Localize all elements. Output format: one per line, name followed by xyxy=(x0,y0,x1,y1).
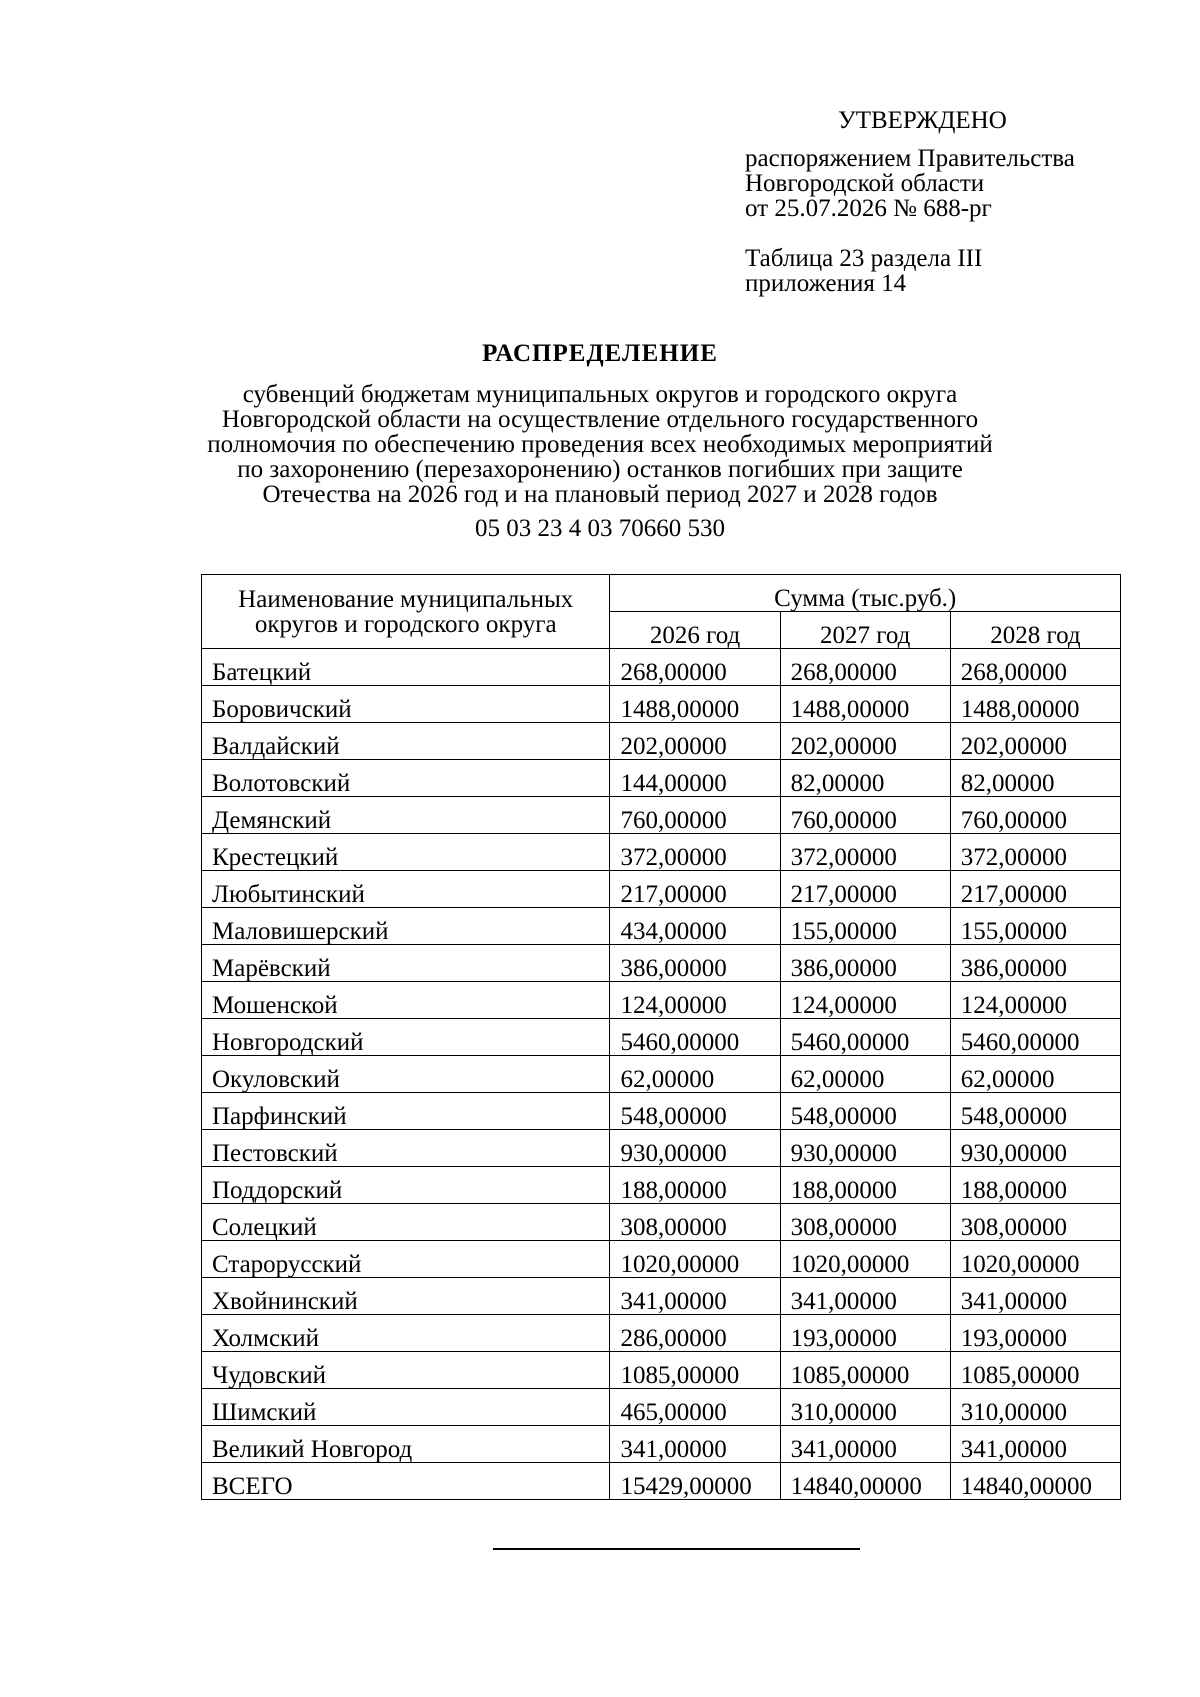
municipality-column-header xyxy=(202,575,610,649)
header-line: округов и городского округа xyxy=(254,610,557,638)
value-2026-cell: 341,00000 xyxy=(610,1426,780,1463)
value-2027-cell: 372,00000 xyxy=(780,834,950,871)
document-subtitle xyxy=(180,382,1020,507)
table-row xyxy=(202,945,1121,982)
municipality-cell: Батецкий xyxy=(202,649,610,686)
closing-rule xyxy=(493,1548,860,1550)
municipality-cell: Хвойнинский xyxy=(202,1278,610,1315)
year-header-2027: 2027 год xyxy=(780,612,950,649)
sum-column-header: Сумма (тыс.руб.) xyxy=(610,575,1121,612)
subtitle-line: Новгородской области на осуществление отдельного государственного xyxy=(221,406,979,433)
header-line: Наименование муниципальных xyxy=(238,585,574,613)
value-2026-cell: 124,00000 xyxy=(610,982,780,1019)
value-2028-cell: 341,00000 xyxy=(950,1278,1120,1315)
table-row xyxy=(202,1241,1121,1278)
approval-block xyxy=(745,108,1175,296)
value-2027-cell: 1020,00000 xyxy=(780,1241,950,1278)
table-row xyxy=(202,1093,1121,1130)
municipality-cell: Великий Новгород xyxy=(202,1426,610,1463)
table-row xyxy=(202,1389,1121,1426)
table-reference-line: приложения 14 xyxy=(745,270,907,297)
municipality-cell: Маловишерский xyxy=(202,908,610,945)
value-2026-cell: 268,00000 xyxy=(610,649,780,686)
value-2027-cell: 188,00000 xyxy=(780,1167,950,1204)
value-2028-cell: 308,00000 xyxy=(950,1204,1120,1241)
value-2028-cell: 341,00000 xyxy=(950,1426,1120,1463)
subtitle-line: по захоронению (перезахоронению) останков погибших при защите xyxy=(237,456,963,483)
municipality-cell: Мошенской xyxy=(202,982,610,1019)
municipality-cell: Пестовский xyxy=(202,1130,610,1167)
approval-line: распоряжением Правительства xyxy=(745,145,1075,172)
table-reference-line: Таблица 23 раздела III xyxy=(745,245,983,272)
value-2026-cell: 188,00000 xyxy=(610,1167,780,1204)
value-2026-cell: 372,00000 xyxy=(610,834,780,871)
municipality-cell: Демянский xyxy=(202,797,610,834)
value-2028-cell: 14840,00000 xyxy=(950,1463,1120,1500)
value-2028-cell: 62,00000 xyxy=(950,1056,1120,1093)
value-2028-cell: 82,00000 xyxy=(950,760,1120,797)
value-2028-cell: 1488,00000 xyxy=(950,686,1120,723)
municipality-cell: Любытинский xyxy=(202,871,610,908)
subtitle-line: Отечества на 2026 год и на плановый период 2027 и 2028 годов xyxy=(262,481,938,508)
value-2028-cell: 188,00000 xyxy=(950,1167,1120,1204)
value-2026-cell: 202,00000 xyxy=(610,723,780,760)
value-2026-cell: 62,00000 xyxy=(610,1056,780,1093)
table-row xyxy=(202,982,1121,1019)
value-2026-cell: 1020,00000 xyxy=(610,1241,780,1278)
value-2028-cell: 193,00000 xyxy=(950,1315,1120,1352)
document-title: РАСПРЕДЕЛЕНИЕ xyxy=(482,340,718,367)
municipality-cell: Боровичский xyxy=(202,686,610,723)
value-2026-cell: 308,00000 xyxy=(610,1204,780,1241)
value-2028-cell: 217,00000 xyxy=(950,871,1120,908)
budget-code: 05 03 23 4 03 70660 530 xyxy=(475,515,725,542)
approval-line: Новгородской области xyxy=(745,170,985,197)
value-2028-cell: 310,00000 xyxy=(950,1389,1120,1426)
subtitle-line: субвенций бюджетам муниципальных округов и городского округа xyxy=(242,381,958,408)
value-2027-cell: 124,00000 xyxy=(780,982,950,1019)
year-header-2028: 2028 год xyxy=(950,612,1120,649)
table-row xyxy=(202,1426,1121,1463)
value-2026-cell: 760,00000 xyxy=(610,797,780,834)
value-2027-cell: 930,00000 xyxy=(780,1130,950,1167)
value-2028-cell: 1085,00000 xyxy=(950,1352,1120,1389)
value-2027-cell: 760,00000 xyxy=(780,797,950,834)
value-2026-cell: 5460,00000 xyxy=(610,1019,780,1056)
table-row xyxy=(202,1278,1121,1315)
municipality-cell: Новгородский xyxy=(202,1019,610,1056)
value-2028-cell: 760,00000 xyxy=(950,797,1120,834)
municipality-cell: Шимский xyxy=(202,1389,610,1426)
value-2026-cell: 341,00000 xyxy=(610,1278,780,1315)
value-2027-cell: 5460,00000 xyxy=(780,1019,950,1056)
table-row xyxy=(202,1204,1121,1241)
value-2027-cell: 341,00000 xyxy=(780,1278,950,1315)
value-2028-cell: 930,00000 xyxy=(950,1130,1120,1167)
value-2026-cell: 15429,00000 xyxy=(610,1463,780,1500)
municipality-cell: Волотовский xyxy=(202,760,610,797)
municipality-cell: Солецкий xyxy=(202,1204,610,1241)
value-2028-cell: 5460,00000 xyxy=(950,1019,1120,1056)
value-2026-cell: 465,00000 xyxy=(610,1389,780,1426)
value-2026-cell: 144,00000 xyxy=(610,760,780,797)
value-2028-cell: 548,00000 xyxy=(950,1093,1120,1130)
value-2026-cell: 434,00000 xyxy=(610,908,780,945)
value-2027-cell: 62,00000 xyxy=(780,1056,950,1093)
value-2027-cell: 217,00000 xyxy=(780,871,950,908)
table-row xyxy=(202,871,1121,908)
value-2027-cell: 308,00000 xyxy=(780,1204,950,1241)
value-2028-cell: 268,00000 xyxy=(950,649,1120,686)
value-2027-cell: 202,00000 xyxy=(780,723,950,760)
value-2026-cell: 286,00000 xyxy=(610,1315,780,1352)
value-2028-cell: 1020,00000 xyxy=(950,1241,1120,1278)
table-row xyxy=(202,1130,1121,1167)
value-2026-cell: 386,00000 xyxy=(610,945,780,982)
municipality-cell: Окуловский xyxy=(202,1056,610,1093)
municipality-cell: Старорусский xyxy=(202,1241,610,1278)
year-header-2026: 2026 год xyxy=(610,612,780,649)
value-2028-cell: 386,00000 xyxy=(950,945,1120,982)
value-2028-cell: 372,00000 xyxy=(950,834,1120,871)
table-row xyxy=(202,760,1121,797)
table-body xyxy=(202,649,1121,1500)
municipality-cell: Парфинский xyxy=(202,1093,610,1130)
table-header-row xyxy=(202,575,1121,612)
value-2026-cell: 1085,00000 xyxy=(610,1352,780,1389)
value-2027-cell: 1488,00000 xyxy=(780,686,950,723)
table-row xyxy=(202,686,1121,723)
value-2027-cell: 548,00000 xyxy=(780,1093,950,1130)
table-row xyxy=(202,723,1121,760)
value-2027-cell: 82,00000 xyxy=(780,760,950,797)
value-2027-cell: 1085,00000 xyxy=(780,1352,950,1389)
table-row xyxy=(202,1463,1121,1500)
value-2026-cell: 930,00000 xyxy=(610,1130,780,1167)
value-2026-cell: 548,00000 xyxy=(610,1093,780,1130)
value-2027-cell: 386,00000 xyxy=(780,945,950,982)
subtitle-line: полномочия по обеспечению проведения всех необходимых мероприятий xyxy=(207,431,993,458)
approved-label: УТВЕРЖДЕНО xyxy=(838,107,1007,134)
municipality-cell: Чудовский xyxy=(202,1352,610,1389)
table-row xyxy=(202,834,1121,871)
value-2028-cell: 202,00000 xyxy=(950,723,1120,760)
value-2026-cell: 217,00000 xyxy=(610,871,780,908)
municipality-cell: Холмский xyxy=(202,1315,610,1352)
municipality-cell: Валдайский xyxy=(202,723,610,760)
table-row xyxy=(202,1019,1121,1056)
municipality-cell: Поддорский xyxy=(202,1167,610,1204)
table-row xyxy=(202,797,1121,834)
value-2026-cell: 1488,00000 xyxy=(610,686,780,723)
value-2027-cell: 268,00000 xyxy=(780,649,950,686)
value-2027-cell: 310,00000 xyxy=(780,1389,950,1426)
municipality-cell: ВСЕГО xyxy=(202,1463,610,1500)
table-row xyxy=(202,908,1121,945)
value-2027-cell: 14840,00000 xyxy=(780,1463,950,1500)
value-2027-cell: 341,00000 xyxy=(780,1426,950,1463)
table-row xyxy=(202,1352,1121,1389)
table-row xyxy=(202,1315,1121,1352)
table-row xyxy=(202,649,1121,686)
table-row xyxy=(202,1056,1121,1093)
municipality-cell: Марёвский xyxy=(202,945,610,982)
value-2027-cell: 155,00000 xyxy=(780,908,950,945)
value-2028-cell: 155,00000 xyxy=(950,908,1120,945)
approval-date-line: от 25.07.2026 № 688-рг xyxy=(745,195,992,222)
value-2027-cell: 193,00000 xyxy=(780,1315,950,1352)
table-row xyxy=(202,1167,1121,1204)
municipality-cell: Крестецкий xyxy=(202,834,610,871)
value-2028-cell: 124,00000 xyxy=(950,982,1120,1019)
distribution-table xyxy=(201,574,1121,1500)
